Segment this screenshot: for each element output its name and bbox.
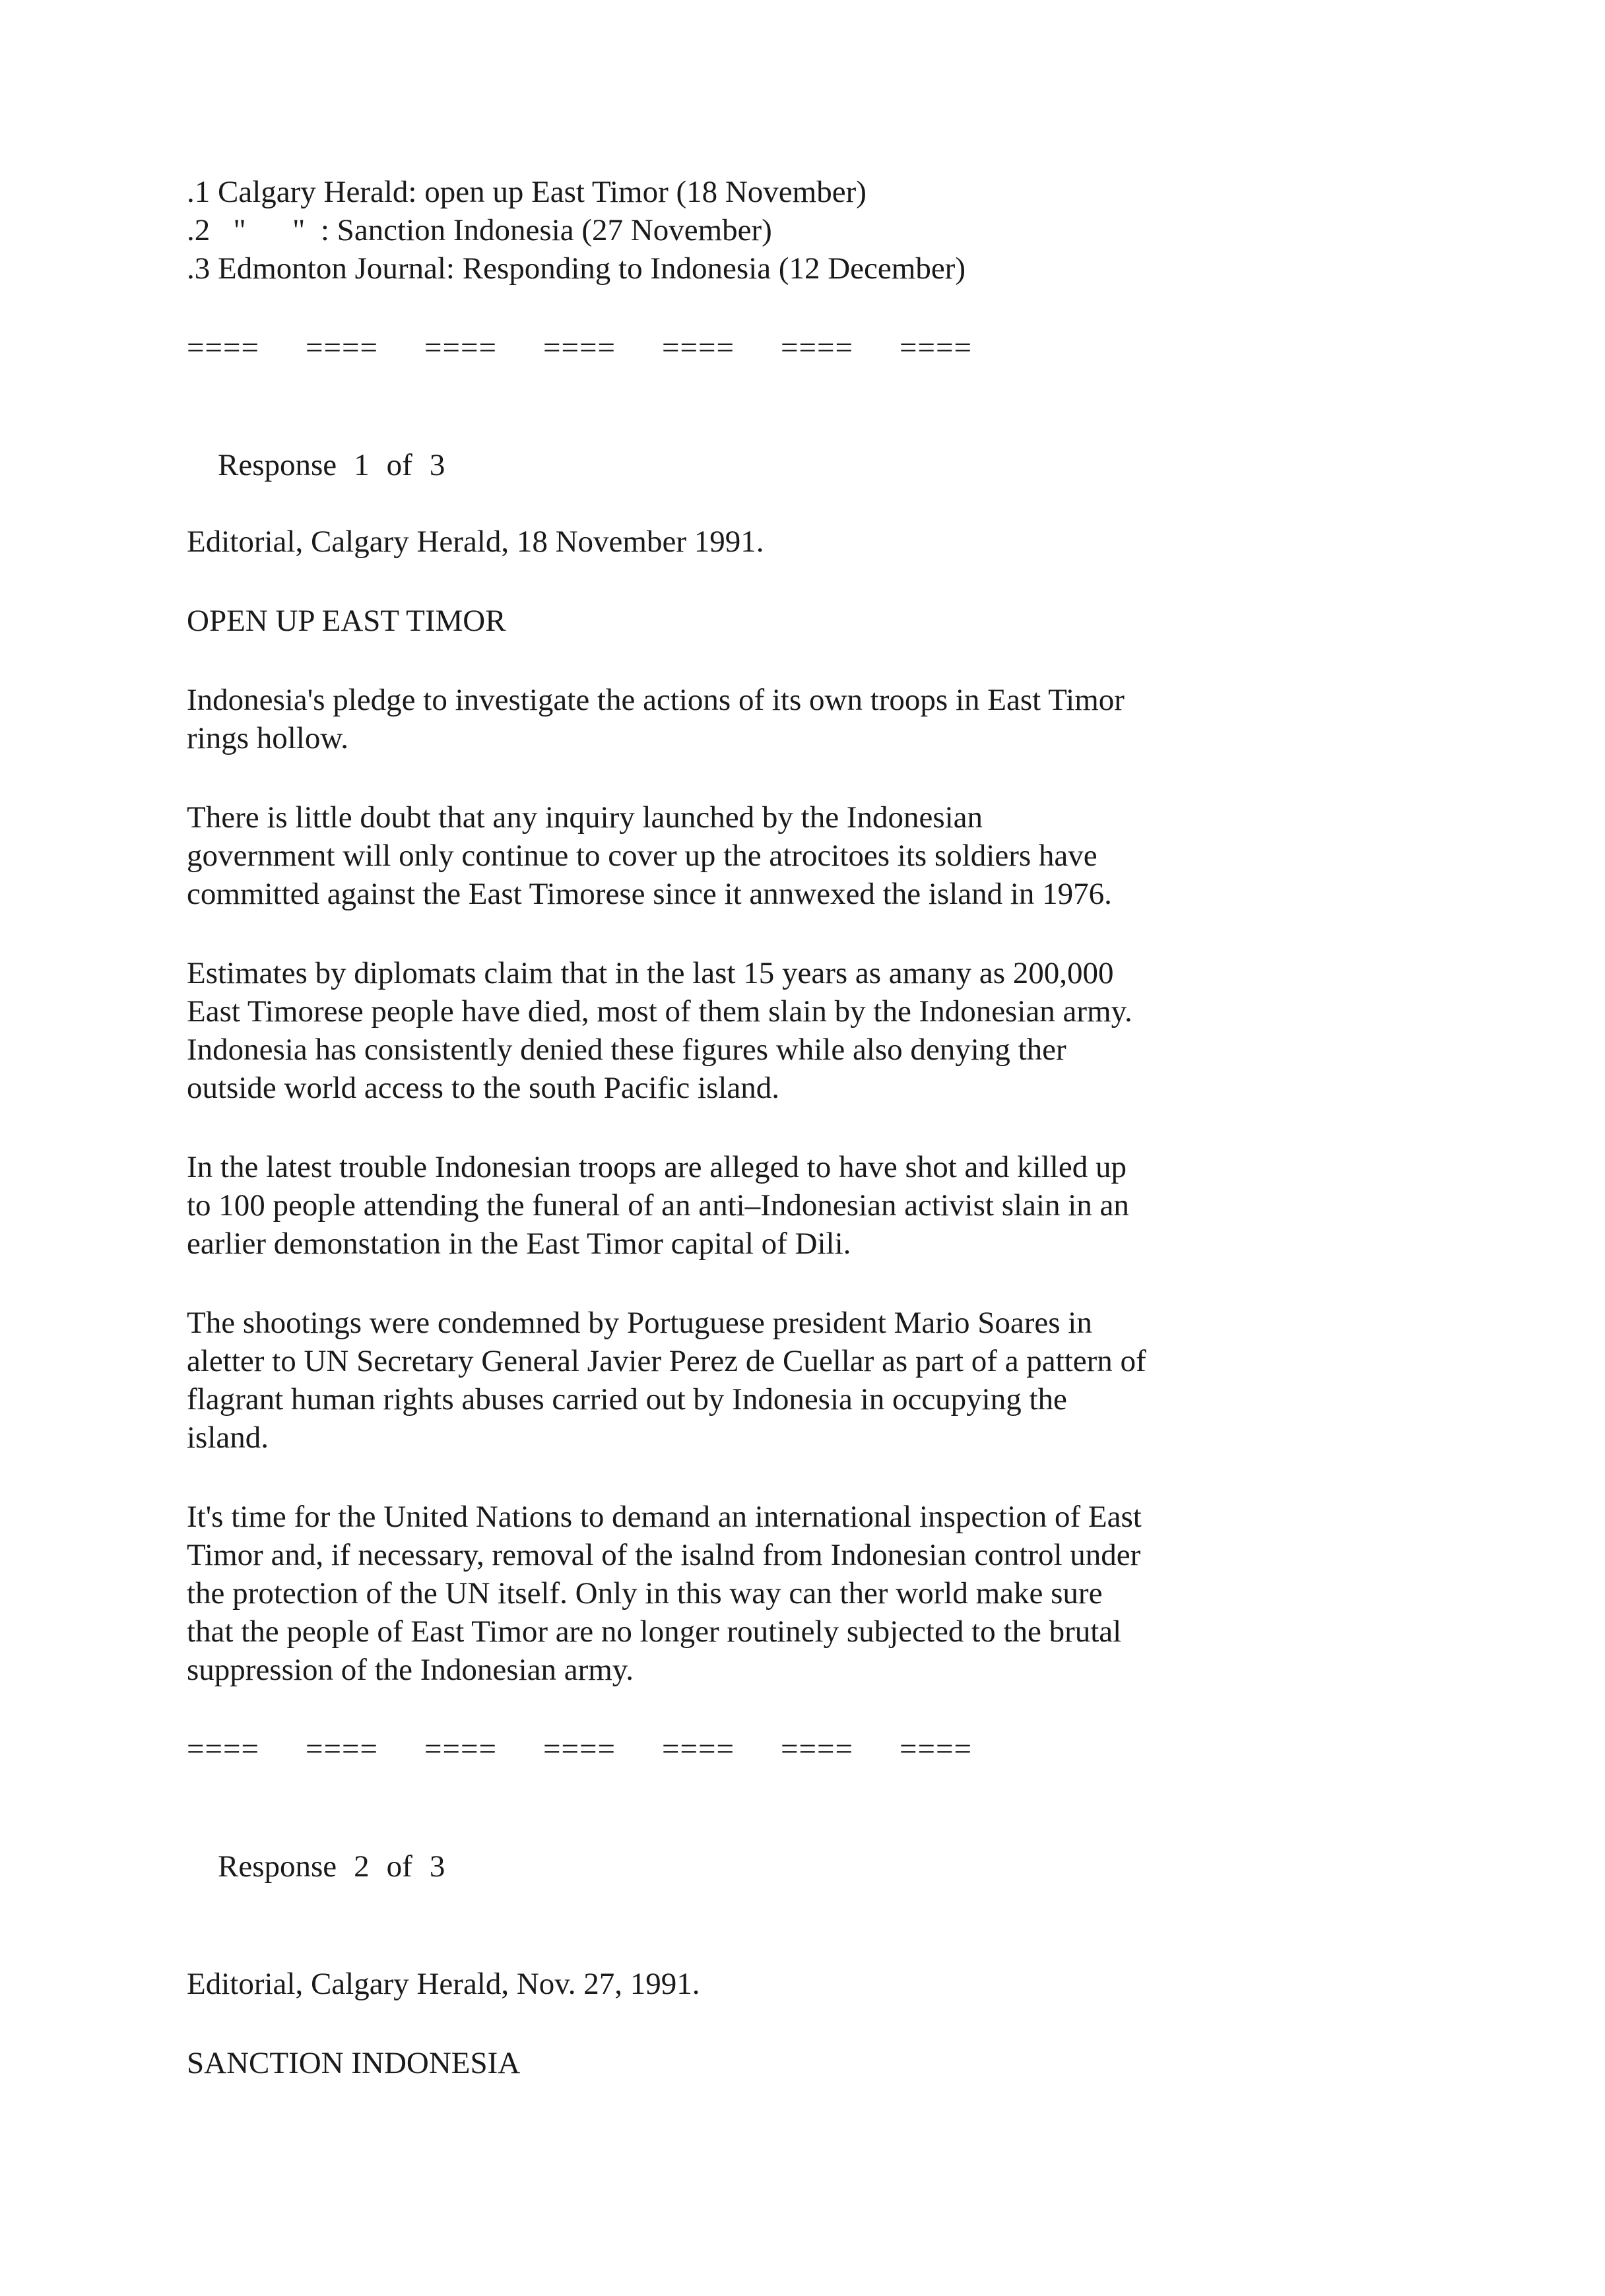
paragraph-line: East Timorese people have died, most of them slain by the Indonesian army. — [187, 994, 1132, 1029]
paragraph-1 — [187, 681, 1480, 757]
response-1-byline: Editorial, Calgary Herald, 18 November 1991. — [187, 525, 764, 559]
paragraph-line: committed against the East Timorese since it annwexed the island in 1976. — [187, 877, 1112, 911]
response-label: Response — [218, 448, 337, 482]
paragraph-line: Indonesia has consistently denied these figures while also denying ther — [187, 1033, 1066, 1067]
separator-segment: ==== — [187, 331, 260, 365]
separator-segment: ==== — [543, 1732, 616, 1766]
response-number: 1 — [354, 448, 370, 482]
paragraph-line: It's time for the United Nations to demand an international inspection of East — [187, 1500, 1142, 1534]
paragraph-line: outside world access to the south Pacific island. — [187, 1071, 780, 1105]
paragraph-line: There is little doubt that any inquiry launched by the Indonesian — [187, 800, 983, 835]
separator-segment: ==== — [306, 331, 379, 365]
toc-item-1: .1 Calgary Herald: open up East Timor (18 November) — [187, 175, 867, 209]
separator-line — [187, 1730, 1480, 1768]
separator-segment: ==== — [781, 331, 854, 365]
toc-item-2: .2 " " : Sanction Indonesia (27 November) — [187, 213, 772, 247]
response-2-heading — [187, 1809, 1480, 1924]
paragraph-5 — [187, 1304, 1480, 1457]
toc-item-3: .3 Edmonton Journal: Responding to Indonesia (12 December) — [187, 251, 966, 286]
separator-segment: ==== — [900, 1732, 973, 1766]
paragraph-line: earlier demonstation in the East Timor capital of Dili. — [187, 1227, 851, 1261]
response-total: 3 — [429, 1849, 445, 1884]
separator-segment: ==== — [781, 1732, 854, 1766]
paragraph-line: Timor and, if necessary, removal of the isalnd from Indonesian control under — [187, 1538, 1141, 1572]
response-of: of — [386, 1849, 412, 1884]
paragraph-line: to 100 people attending the funeral of an anti–Indonesian activist slain in an — [187, 1188, 1129, 1223]
paragraph-line: government will only continue to cover up the atrocitoes its soldiers have — [187, 839, 1097, 873]
paragraph-3 — [187, 954, 1480, 1107]
paragraph-line: The shootings were condemned by Portuguese president Mario Soares in — [187, 1306, 1092, 1340]
response-of: of — [386, 448, 412, 482]
separator-segment: ==== — [662, 331, 735, 365]
response-1-headline: OPEN UP EAST TIMOR — [187, 604, 506, 638]
paragraph-line: Estimates by diplomats claim that in the last 15 years as amany as 200,000 — [187, 956, 1114, 990]
paragraph-line: flagrant human rights abuses carried out by Indonesia in occupying the — [187, 1382, 1067, 1417]
separator-segment: ==== — [187, 1732, 260, 1766]
paragraph-line: rings hollow. — [187, 721, 349, 755]
separator-line — [187, 329, 1480, 367]
paragraph-line: that the people of East Timor are no longer routinely subjected to the brutal — [187, 1614, 1122, 1649]
paragraph-line: the protection of the UN itself. Only in this way can ther world make sure — [187, 1576, 1103, 1610]
paragraph-line: Indonesia's pledge to investigate the actions of its own troops in East Timor — [187, 683, 1125, 717]
paragraph-line: suppression of the Indonesian army. — [187, 1653, 634, 1687]
separator-segment: ==== — [543, 331, 616, 365]
paragraph-line: island. — [187, 1420, 269, 1455]
response-label: Response — [218, 1849, 337, 1884]
response-1-heading — [187, 408, 1480, 523]
paragraph-line: In the latest trouble Indonesian troops are alleged to have shot and killed up — [187, 1150, 1127, 1184]
separator-segment: ==== — [900, 331, 973, 365]
response-2-headline: SANCTION INDONESIA — [187, 2046, 521, 2080]
separator-segment: ==== — [306, 1732, 379, 1766]
response-2-byline: Editorial, Calgary Herald, Nov. 27, 1991. — [187, 1967, 700, 2001]
document-page — [187, 173, 1480, 2082]
separator-segment: ==== — [424, 331, 498, 365]
paragraph-line: aletter to UN Secretary General Javier Perez de Cuellar as part of a pattern of — [187, 1344, 1146, 1378]
response-number: 2 — [354, 1849, 370, 1884]
table-of-contents — [187, 173, 1480, 288]
paragraph-4 — [187, 1148, 1480, 1263]
separator-segment: ==== — [662, 1732, 735, 1766]
separator-segment: ==== — [424, 1732, 498, 1766]
paragraph-6 — [187, 1498, 1480, 1689]
paragraph-2 — [187, 798, 1480, 913]
response-total: 3 — [429, 448, 445, 482]
